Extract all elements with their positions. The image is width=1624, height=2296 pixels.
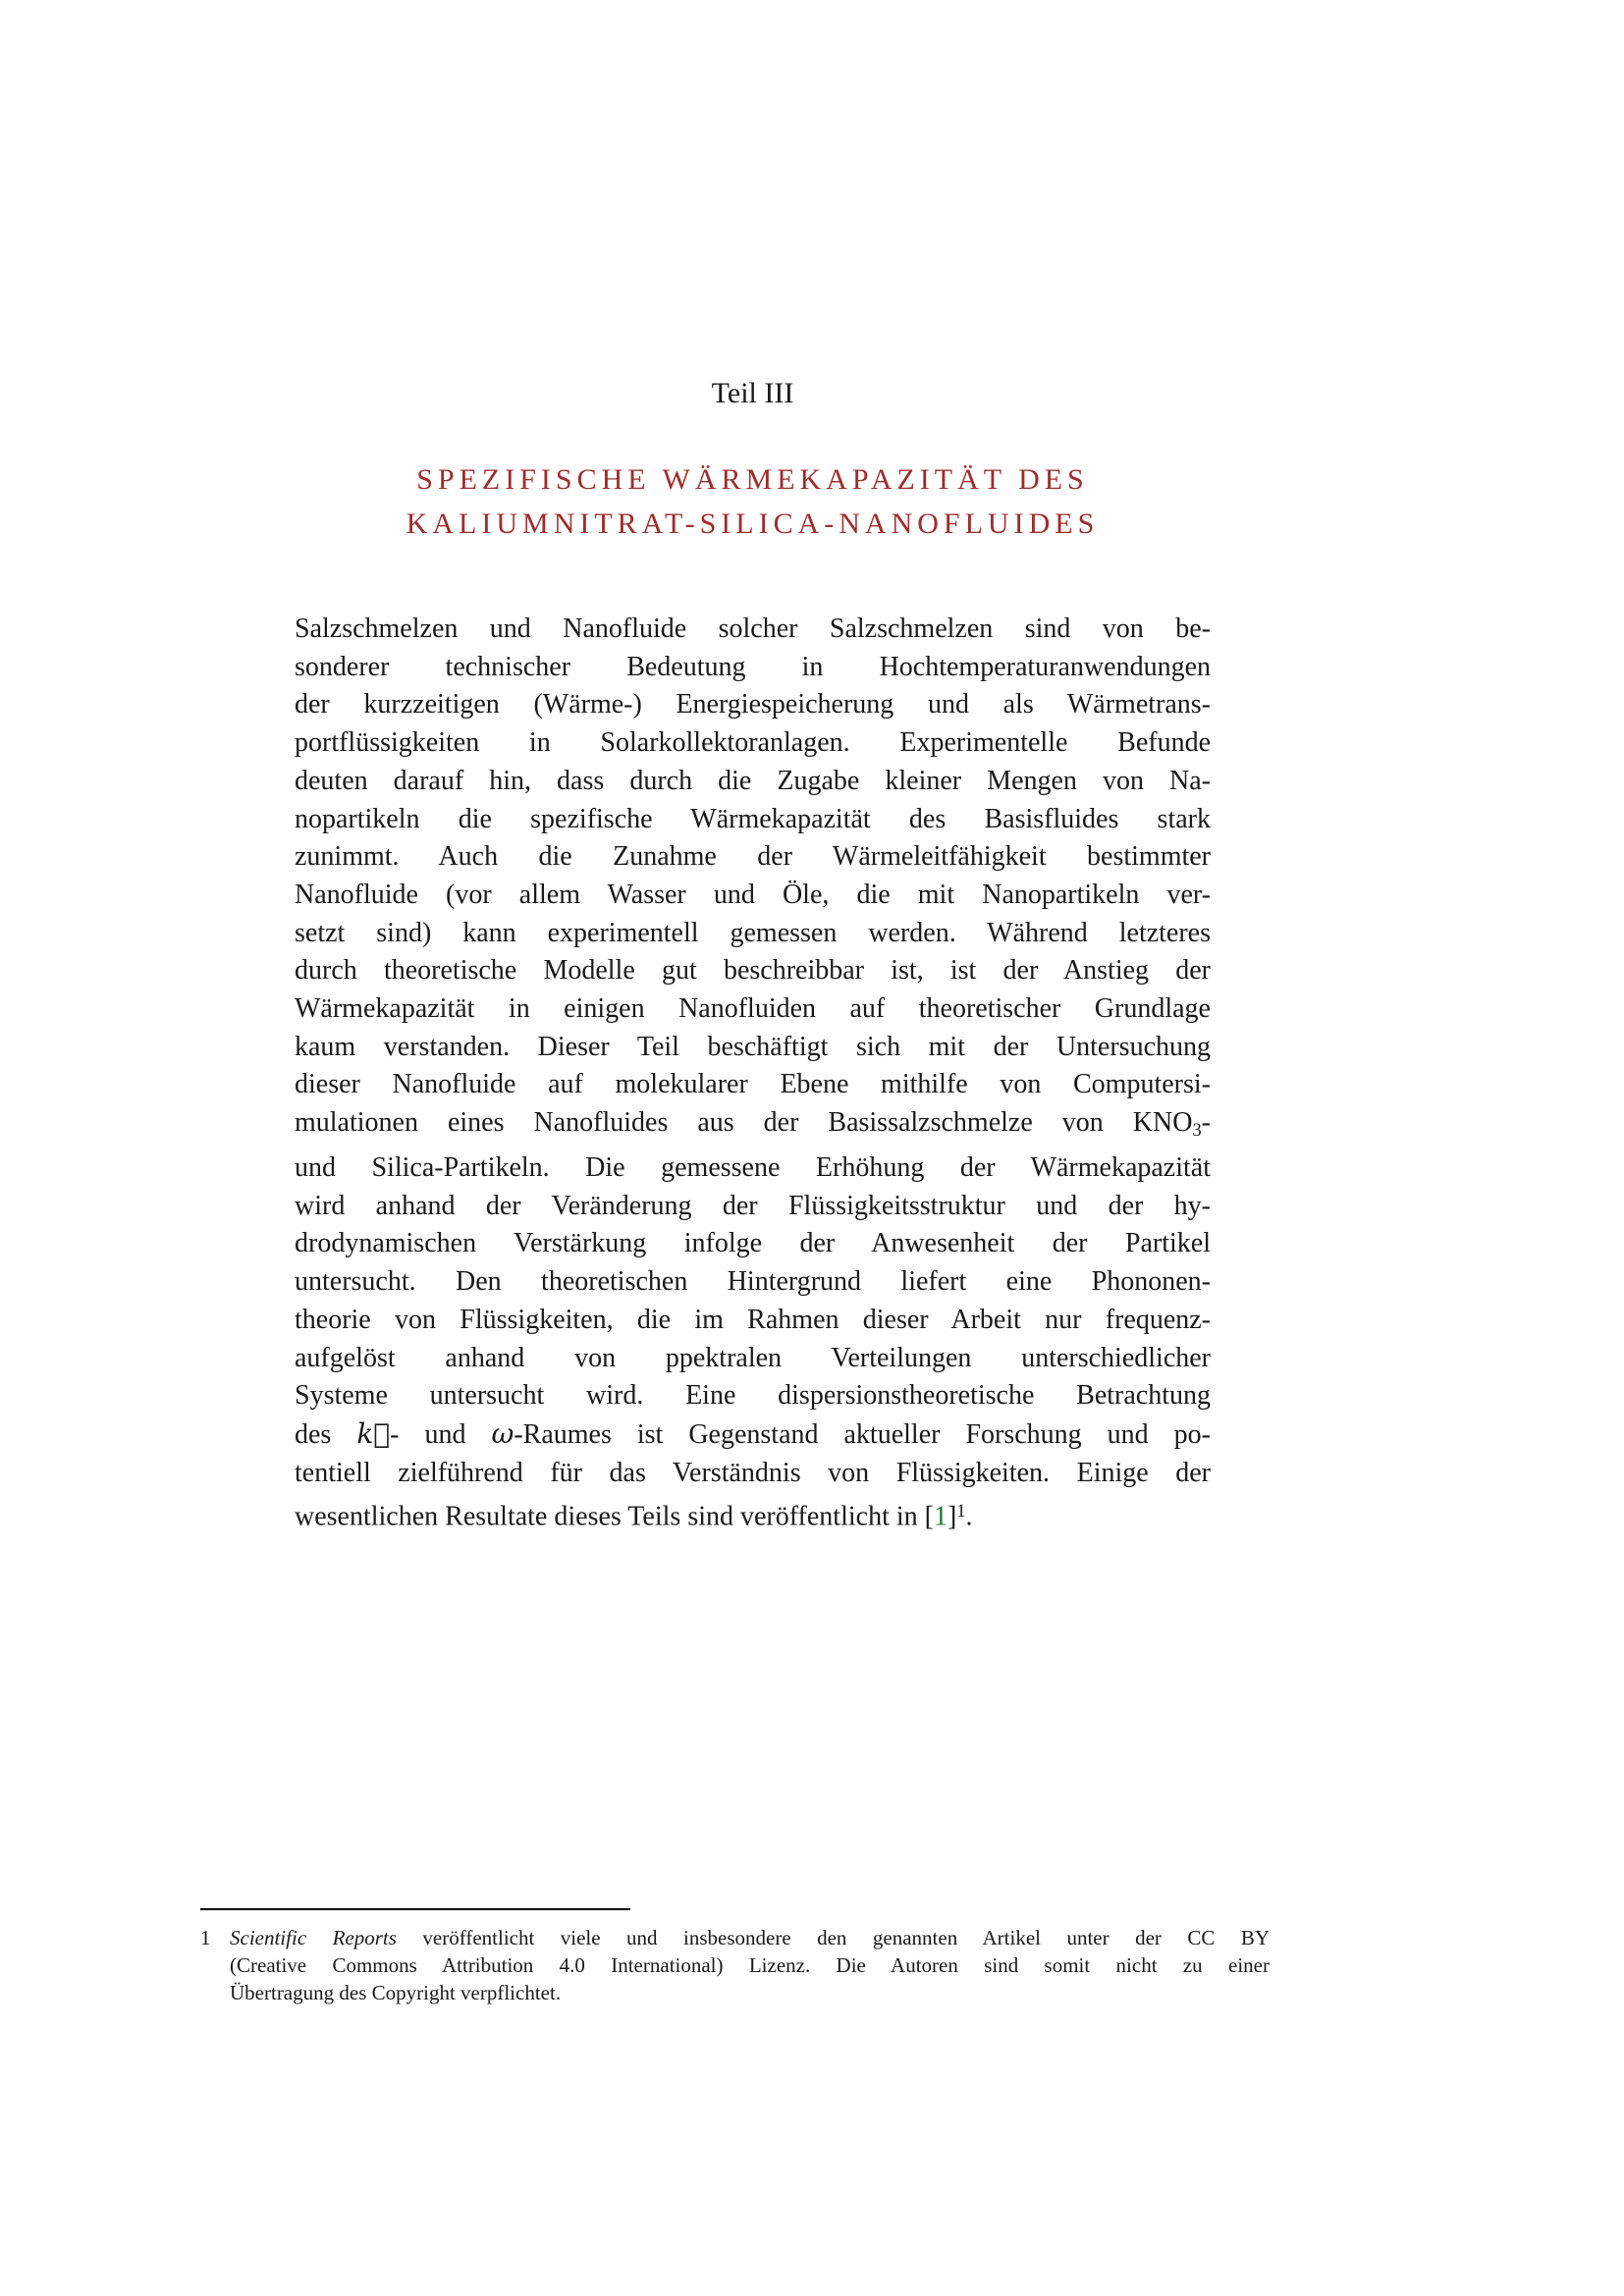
body-text-line [295, 1455, 1211, 1493]
text-segment: (Creative Commons Attribution 4.0 International) Lizenz. Die Autoren sind somit nicht zu einer [230, 1953, 1270, 1977]
text-segment: theorie von Flüssigkeiten, die im Rahmen dieser Arbeit nur frequenz- [295, 1304, 1211, 1335]
body-text-line [295, 877, 1211, 915]
text-segment: und Silica-Partikeln. Die gemessene Erhöhung der Wärmekapazität [295, 1152, 1211, 1184]
footnote-marker: 1 [200, 1926, 211, 1949]
text-segment: zunimmt. Auch die Zunahme der Wärmeleitfähigkeit bestimmter [295, 841, 1211, 873]
body-text-line [295, 990, 1211, 1029]
body-text-line [295, 724, 1211, 763]
text-segment: - und [390, 1418, 492, 1450]
part-number-heading: Teil III [711, 377, 794, 409]
text-segment: untersucht. Den theoretischen Hintergrund liefert eine Phononen- [295, 1266, 1211, 1298]
text-segment: tentiell zielführend für das Verständnis von Flüssigkeiten. Einige der [295, 1457, 1211, 1488]
body-text-line [295, 1188, 1211, 1226]
part-title-line-1: SPEZIFISCHE WÄRMEKAPAZITÄT DES [416, 463, 1089, 496]
text-segment: ω [491, 1416, 514, 1450]
text-segment: nopartikeln die spezifische Wärmekapazität des Basisfluides stark [295, 803, 1211, 834]
text-segment: -Raumes ist Gegenstand aktueller Forschung und po- [514, 1418, 1212, 1450]
footnote-rule [200, 1908, 630, 1910]
body-text-line [295, 915, 1211, 953]
text-segment: Übertragung des Copyright verpflichtet. [230, 1981, 562, 2004]
footnote [200, 1924, 1270, 2006]
body-text-line [295, 952, 1211, 990]
body-text-line [295, 1066, 1211, 1104]
footnote-line [200, 1924, 1270, 1951]
part-title-line-2: KALIUMNITRAT-SILICA-NANOFLUIDES [406, 507, 1100, 540]
text-segment: veröffentlicht viele und insbesondere den genannten Artikel unter der CC BY [396, 1926, 1271, 1949]
text-segment: 1 [956, 1501, 966, 1522]
text-segment: . [965, 1501, 973, 1532]
body-text-line [295, 1149, 1211, 1188]
body-text-line [295, 686, 1211, 724]
text-segment: Systeme untersucht wird. Eine dispersionstheoretische Betrachtung [295, 1380, 1211, 1412]
text-segment: drodynamischen Verstärkung infolge der Anwesenheit der Partikel [295, 1228, 1211, 1259]
body-text-line [295, 1029, 1211, 1067]
footnote-line [200, 1979, 1270, 2006]
body-text-line [295, 838, 1211, 877]
text-segment: k⃗ [356, 1416, 391, 1450]
text-segment: des [295, 1418, 357, 1450]
body-text-line [295, 1340, 1211, 1378]
citation-link[interactable]: 1 [933, 1501, 947, 1532]
body-text-line [295, 649, 1211, 687]
footnote-area [200, 1908, 1270, 2006]
text-segment: deuten darauf hin, dass durch die Zugabe kleiner Mengen von Na- [295, 765, 1211, 796]
text-segment: ] [947, 1501, 957, 1532]
text-segment: Nanofluide (vor allem Wasser und Öle, die mit Nanopartikeln ver- [295, 879, 1211, 910]
text-segment: aufgelöst anhand von ppektralen Verteilungen unterschiedlicher [295, 1342, 1211, 1373]
text-segment: dieser Nanofluide auf molekularer Ebene mithilfe von Computersi- [295, 1069, 1211, 1100]
text-segment: - [1201, 1107, 1211, 1139]
text-segment: der kurzzeitigen (Wärme-) Energiespeicherung und als Wärmetrans- [295, 689, 1211, 721]
body-text-line [295, 1377, 1211, 1415]
body-text-line [295, 763, 1211, 801]
text-segment: setzt sind) kann experimentell gemessen werden. Während letzteres [295, 917, 1211, 948]
body-text-line [295, 1263, 1211, 1302]
body-text-line [295, 1302, 1211, 1340]
text-segment: Salzschmelzen und Nanofluide solcher Salzschmelzen sind von be- [295, 614, 1211, 644]
text-segment: kaum verstanden. Dieser Teil beschäftigt sich mit der Untersuchung [295, 1031, 1211, 1062]
body-text-line [295, 1492, 1211, 1536]
body-paragraph [295, 611, 1211, 1536]
text-segment: mulationen eines Nanofluides aus der Basissalzschmelze von KNO [295, 1107, 1193, 1139]
text-segment: Scientific Reports [230, 1926, 397, 1949]
text-segment: wesentlichen Resultate dieses Teils sind veröffentlicht in [ [295, 1501, 934, 1532]
body-text-line [295, 1415, 1211, 1455]
text-segment: sonderer technischer Bedeutung in Hochtemperaturanwendungen [295, 651, 1211, 682]
text-segment: 3 [1192, 1120, 1202, 1141]
body-text-line [295, 1225, 1211, 1263]
body-text-line [295, 1104, 1211, 1149]
footnote-line [200, 1951, 1270, 1979]
text-segment: portflüssigkeiten in Solarkollektoranlagen. Experimentelle Befunde [295, 727, 1211, 759]
text-segment: wird anhand der Veränderung der Flüssigkeitsstruktur und der hy- [295, 1190, 1211, 1221]
part-title [255, 457, 1250, 546]
text-segment: Wärmekapazität in einigen Nanofluiden auf theoretischer Grundlage [295, 993, 1211, 1025]
text-segment: durch theoretische Modelle gut beschreibbar ist, ist der Anstieg der [295, 955, 1211, 987]
body-text-line [295, 611, 1211, 649]
body-text-line [295, 801, 1211, 839]
